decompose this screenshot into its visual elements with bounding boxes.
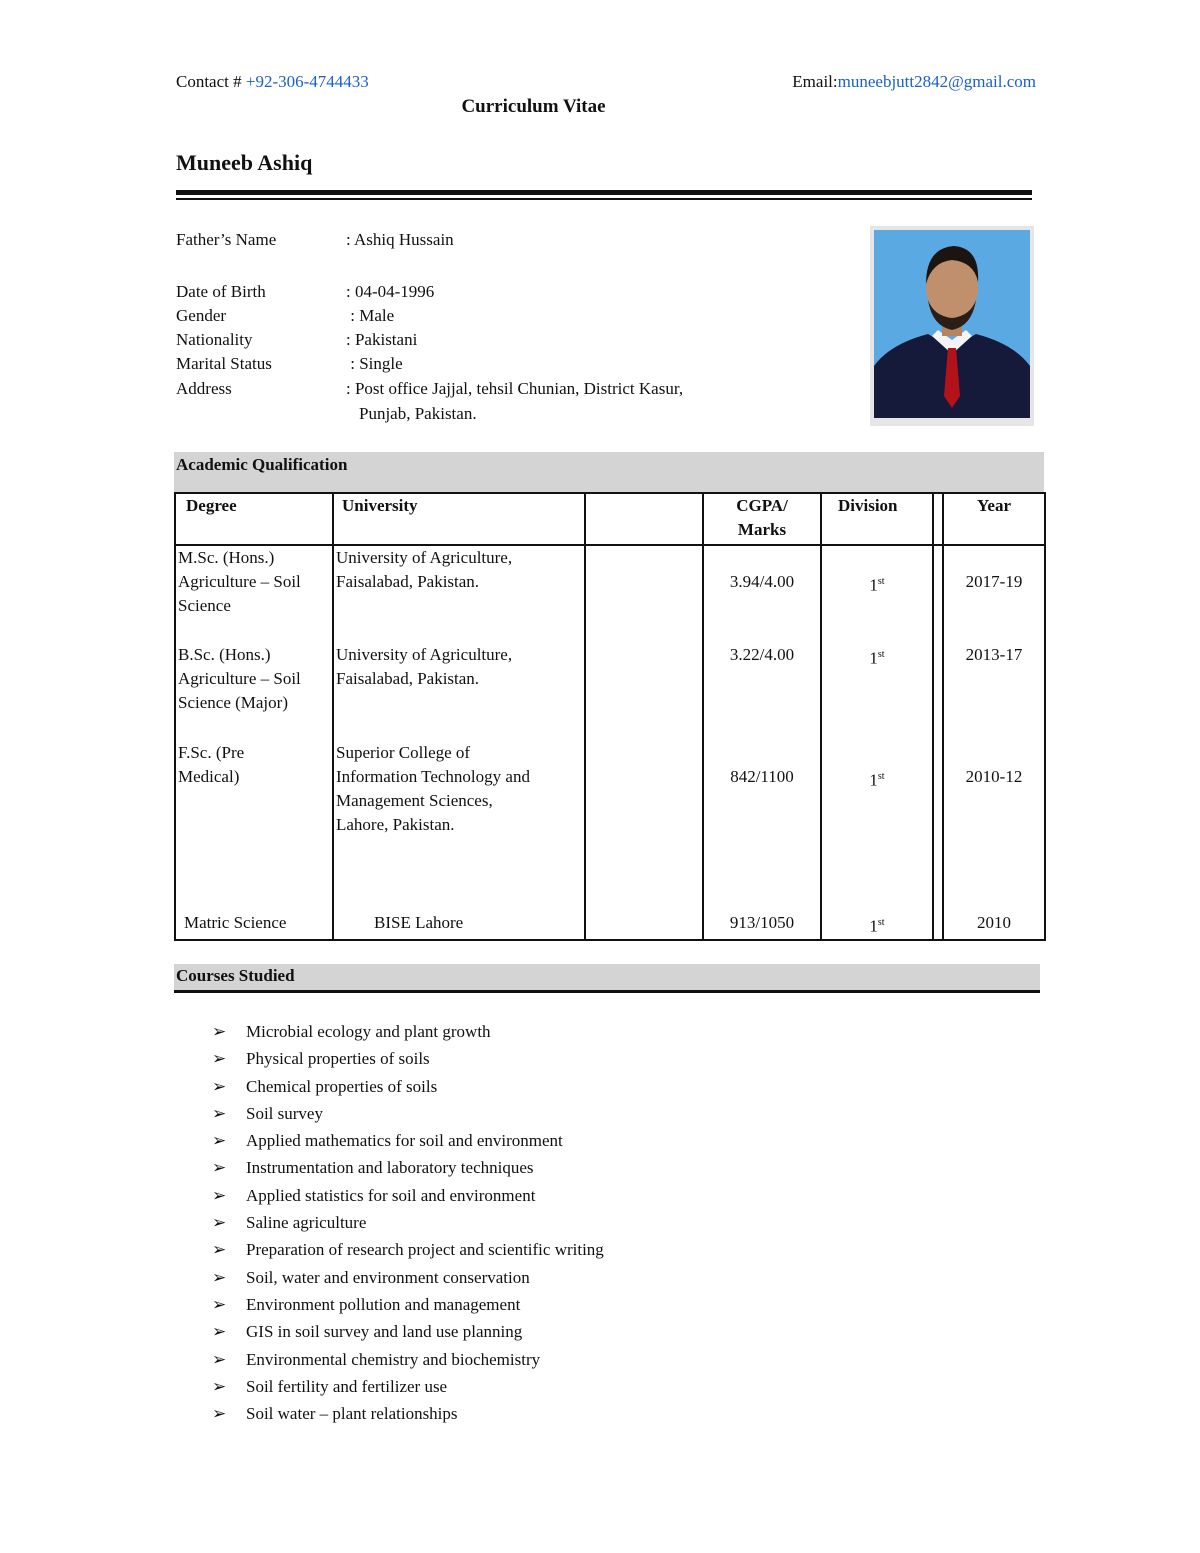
- header-cgpa: [703, 493, 821, 545]
- list-item: ➢ Applied mathematics for soil and environment: [212, 1127, 604, 1154]
- father-name-label: Father’s Name: [176, 230, 277, 249]
- division-cell: 1st: [821, 911, 933, 940]
- list-item: ➢ GIS in soil survey and land use planning: [212, 1318, 604, 1345]
- table-row: [175, 545, 1045, 643]
- list-item: ➢ Soil fertility and fertilizer use: [212, 1373, 604, 1400]
- spacer-cell: [933, 741, 943, 911]
- spacer-cell: [933, 911, 943, 940]
- marks-cell: 842/1100: [703, 741, 821, 911]
- document-title: Curriculum Vitae: [461, 96, 606, 117]
- list-item: ➢ Environment pollution and management: [212, 1291, 604, 1318]
- marks-cell: 913/1050: [703, 911, 821, 940]
- arrow-bullet-icon: ➢: [212, 1240, 227, 1260]
- courses-divider: [174, 990, 1040, 993]
- arrow-bullet-icon: ➢: [212, 1294, 227, 1314]
- address-value-line-2: Punjab, Pakistan.: [359, 404, 477, 423]
- arrow-bullet-icon: ➢: [212, 1131, 227, 1151]
- year-cell: 2013-17: [943, 643, 1045, 741]
- list-item: ➢ Physical properties of soils: [212, 1045, 604, 1072]
- marks-cell: 3.94/4.00: [703, 545, 821, 643]
- contact-line: [176, 72, 369, 92]
- spacer-cell: [933, 545, 943, 643]
- gender-label: Gender: [176, 306, 227, 325]
- list-item: ➢ Chemical properties of soils: [212, 1073, 604, 1100]
- year-cell: 2010-12: [943, 741, 1045, 911]
- contact-label: Contact #: [176, 72, 246, 91]
- university-cell: Superior College of Information Technology and Management Sciences, Lahore, Pakistan.: [333, 741, 585, 911]
- candidate-name: Muneeb Ashiq: [176, 150, 313, 175]
- year-cell: 2010: [943, 911, 1045, 940]
- marks-cell: 3.22/4.00: [703, 643, 821, 741]
- arrow-bullet-icon: ➢: [212, 1076, 227, 1096]
- profile-photo-image: [870, 226, 1034, 426]
- arrow-bullet-icon: ➢: [212, 1049, 227, 1069]
- list-item: ➢ Instrumentation and laboratory techniques: [212, 1154, 604, 1181]
- marital-status-label: Marital Status: [176, 354, 272, 373]
- arrow-bullet-icon: ➢: [212, 1022, 227, 1041]
- division-cell: 1st: [821, 643, 933, 741]
- arrow-bullet-icon: ➢: [212, 1404, 227, 1424]
- header-empty: [585, 493, 703, 545]
- academic-table: [174, 492, 1046, 941]
- address-value-line-1: : Post office Jajjal, tehsil Chunian, District Kasur,: [346, 379, 684, 398]
- degree-cell: Matric Science: [175, 911, 333, 940]
- list-item: ➢ Saline agriculture: [212, 1209, 604, 1236]
- header-divider-thin: [176, 198, 1032, 200]
- degree-cell: M.Sc. (Hons.) Agriculture – Soil Science: [175, 545, 333, 643]
- table-row: [175, 643, 1045, 741]
- academic-table-header: [175, 493, 1045, 545]
- arrow-bullet-icon: ➢: [212, 1322, 227, 1342]
- table-row: [175, 911, 1045, 940]
- arrow-bullet-icon: ➢: [212, 1376, 227, 1396]
- empty-cell: [585, 911, 703, 940]
- header-cgpa-line-1: CGPA/: [736, 496, 788, 515]
- year-cell: 2017-19: [943, 545, 1045, 643]
- arrow-bullet-icon: ➢: [212, 1103, 227, 1123]
- list-item: ➢ Soil water – plant relationships: [212, 1400, 604, 1427]
- arrow-bullet-icon: ➢: [212, 1213, 227, 1233]
- marital-status-value: : Single: [346, 354, 403, 373]
- nationality-label: Nationality: [176, 330, 253, 349]
- table-row: [175, 741, 1045, 911]
- arrow-bullet-icon: ➢: [212, 1267, 227, 1287]
- division-cell: 1st: [821, 545, 933, 643]
- degree-cell: F.Sc. (Pre Medical): [175, 741, 333, 911]
- header-year: Year: [943, 493, 1045, 545]
- empty-cell: [585, 545, 703, 643]
- spacer-cell: [933, 643, 943, 741]
- empty-cell: [585, 643, 703, 741]
- courses-studied-title: Courses Studied: [176, 966, 295, 985]
- list-item: ➢ Environmental chemistry and biochemistry: [212, 1346, 604, 1373]
- contact-phone-link[interactable]: +92-306-4744433: [245, 72, 369, 91]
- gender-value: : Male: [346, 306, 395, 325]
- arrow-bullet-icon: ➢: [212, 1349, 227, 1369]
- list-item: ➢ Applied statistics for soil and environment: [212, 1182, 604, 1209]
- email-line: [792, 72, 1036, 92]
- university-cell: BISE Lahore: [333, 911, 585, 940]
- empty-cell: [585, 741, 703, 911]
- father-name-value: : Ashiq Hussain: [346, 230, 454, 249]
- division-cell: 1st: [821, 741, 933, 911]
- list-item: ➢ Preparation of research project and scientific writing: [212, 1236, 604, 1263]
- university-cell: University of Agriculture, Faisalabad, Pakistan.: [333, 643, 585, 741]
- email-label: Email:: [792, 72, 838, 91]
- profile-photo: [870, 226, 1034, 426]
- arrow-bullet-icon: ➢: [212, 1158, 227, 1178]
- header-university: University: [333, 493, 585, 545]
- header-divider-thick: [176, 190, 1032, 195]
- dob-label: Date of Birth: [176, 282, 266, 301]
- academic-qualification-heading: [174, 452, 1044, 492]
- university-cell: University of Agriculture, Faisalabad, Pakistan.: [333, 545, 585, 643]
- nationality-value: : Pakistani: [346, 330, 418, 349]
- arrow-bullet-icon: ➢: [212, 1185, 227, 1205]
- list-item: ➢ Soil survey: [212, 1100, 604, 1127]
- list-item: ➢ Microbial ecology and plant growth: [212, 1018, 604, 1045]
- dob-value: : 04-04-1996: [346, 282, 435, 301]
- header-degree: Degree: [175, 493, 333, 545]
- list-item: ➢ Soil, water and environment conservation: [212, 1264, 604, 1291]
- courses-studied-heading: [174, 964, 1040, 990]
- courses-list: [212, 1018, 604, 1427]
- header-cgpa-line-2: Marks: [737, 520, 787, 539]
- email-link[interactable]: muneebjutt2842@gmail.com: [837, 72, 1036, 91]
- address-label: Address: [176, 379, 232, 398]
- header-spacer: [933, 493, 943, 545]
- header-division: Division: [821, 493, 933, 545]
- degree-cell: B.Sc. (Hons.) Agriculture – Soil Science (Major): [175, 643, 333, 741]
- academic-qualification-title: Academic Qualification: [176, 455, 348, 474]
